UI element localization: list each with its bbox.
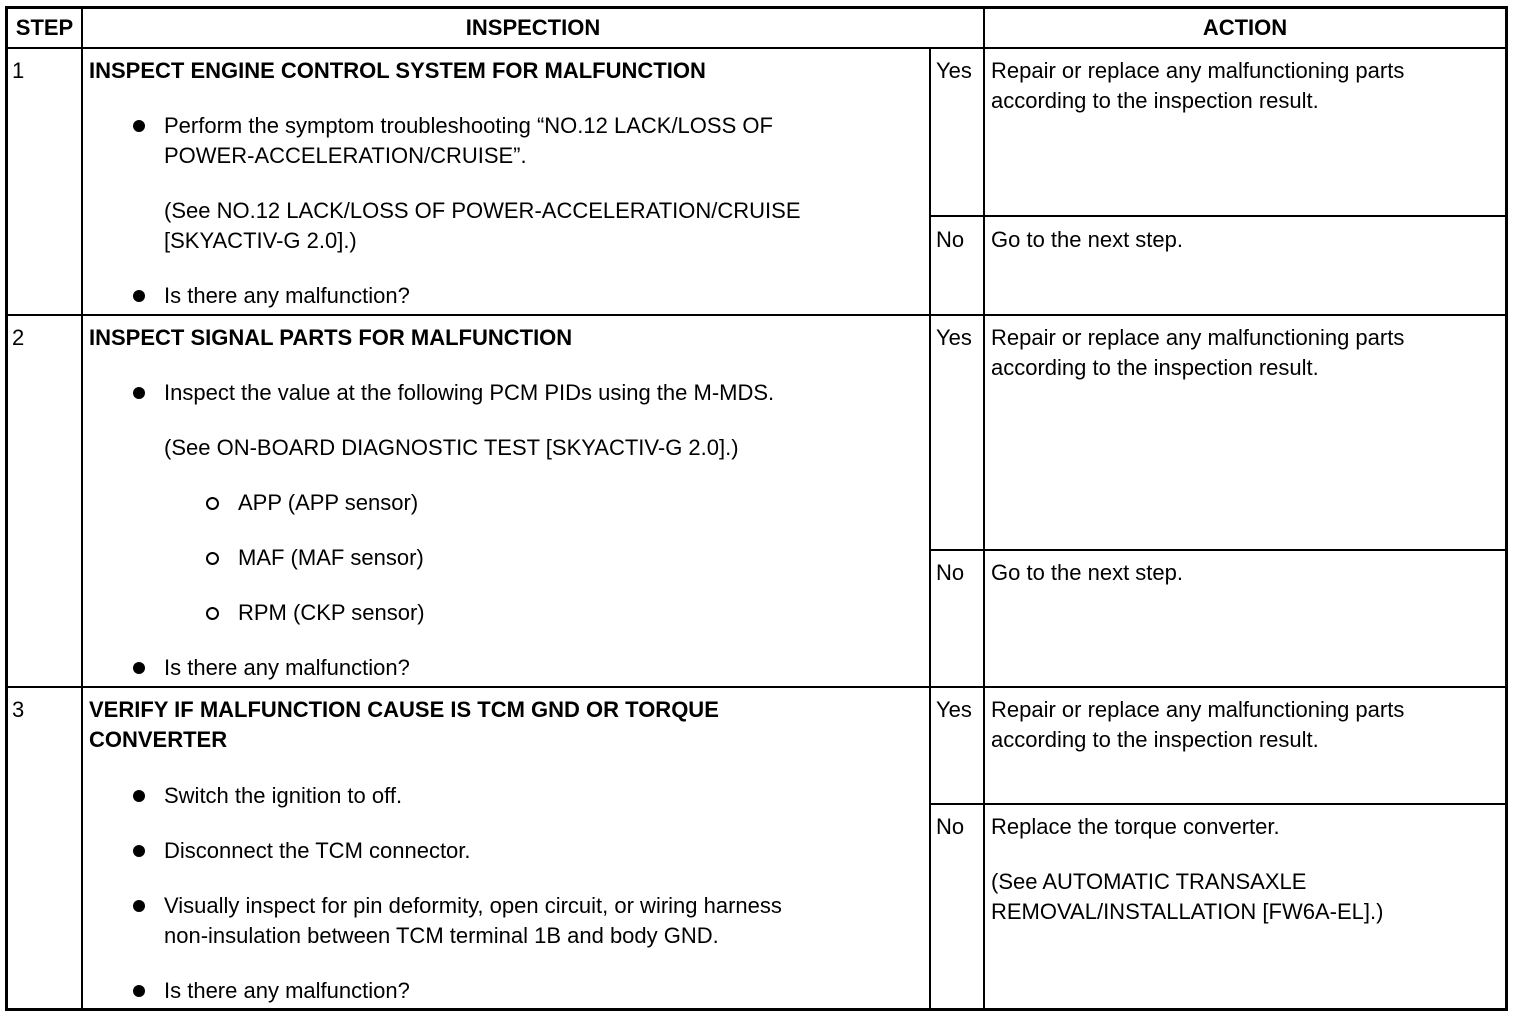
step-number: 3 [12,697,25,722]
pid-item: RPM (CKP sensor) [238,600,425,625]
question-text: Is there any malfunction? [164,655,410,680]
sub-bullet-icon [206,497,219,510]
row3-yes-no-divider [930,803,1508,805]
step-column-divider [81,6,83,1011]
yes-label: Yes [936,697,972,722]
sub-bullet-icon [206,607,219,620]
bullet-icon [133,845,145,857]
reference-link[interactable]: [SKYACTIV-G 2.0].) [164,228,357,253]
header-inspection: INSPECTION [465,15,601,40]
step-title: INSPECT SIGNAL PARTS FOR MALFUNCTION [89,325,573,350]
bullet-icon [133,790,145,802]
reference-link[interactable]: REMOVAL/INSTALLATION [FW6A-EL].) [991,899,1384,924]
row1-yes-no-divider [930,215,1508,217]
no-label: No [936,560,965,585]
instruction-text: Visually inspect for pin deformity, open circuit, or wiring harness [164,893,782,918]
pid-item: MAF (MAF sensor) [238,545,424,570]
question-text: Is there any malfunction? [164,978,410,1003]
no-label: No [936,814,965,839]
step-title: CONVERTER [89,727,228,752]
reference-link[interactable]: (See AUTOMATIC TRANSAXLE [991,869,1307,894]
question-text: Is there any malfunction? [164,283,410,308]
header-action: ACTION [1202,15,1288,40]
yes-action-text: Repair or replace any malfunctioning parts [991,325,1405,350]
row2-yes-no-divider [930,549,1508,551]
bullet-icon [133,900,145,912]
instruction-text: Switch the ignition to off. [164,783,403,808]
step-title: VERIFY IF MALFUNCTION CAUSE IS TCM GND OR TORQUE [89,697,719,722]
row2-divider [5,686,1508,688]
yes-action-text: Repair or replace any malfunctioning parts [991,697,1405,722]
yes-label: Yes [936,325,972,350]
bullet-icon [133,290,145,302]
header-divider [5,47,1508,49]
instruction-text: POWER-ACCELERATION/CRUISE”. [164,143,527,168]
row1-divider [5,314,1508,316]
inspection-action-divider [983,6,985,1011]
yes-label: Yes [936,58,972,83]
instruction-text: Inspect the value at the following PCM PIDs using the M-MDS. [164,380,775,405]
no-action-text: Go to the next step. [991,560,1184,585]
reference-link[interactable]: (See ON-BOARD DIAGNOSTIC TEST [SKYACTIV-G 2.0].) [164,435,739,460]
pid-item: APP (APP sensor) [238,490,419,515]
yes-action-text: according to the inspection result. [991,88,1319,113]
yes-action-text: according to the inspection result. [991,355,1319,380]
instruction-text: non-insulation between TCM terminal 1B and body GND. [164,923,719,948]
step-number: 2 [12,325,25,350]
bullet-icon [133,985,145,997]
yes-action-text: Repair or replace any malfunctioning parts [991,58,1405,83]
header-step: STEP [15,15,74,40]
bullet-icon [133,387,145,399]
yes-action-text: according to the inspection result. [991,727,1319,752]
yes-no-column-divider [929,47,931,1011]
instruction-text: Disconnect the TCM connector. [164,838,471,863]
step-title: INSPECT ENGINE CONTROL SYSTEM FOR MALFUNCTION [89,58,706,83]
sub-bullet-icon [206,552,219,565]
no-action-text: Go to the next step. [991,227,1184,252]
step-number: 1 [12,58,25,83]
bullet-icon [133,662,145,674]
bullet-icon [133,120,145,132]
no-action-text: Replace the torque converter. [991,814,1280,839]
reference-link[interactable]: (See NO.12 LACK/LOSS OF POWER-ACCELERATION/CRUISE [164,198,801,223]
no-label: No [936,227,965,252]
instruction-text: Perform the symptom troubleshooting “NO.12 LACK/LOSS OF [164,113,773,138]
